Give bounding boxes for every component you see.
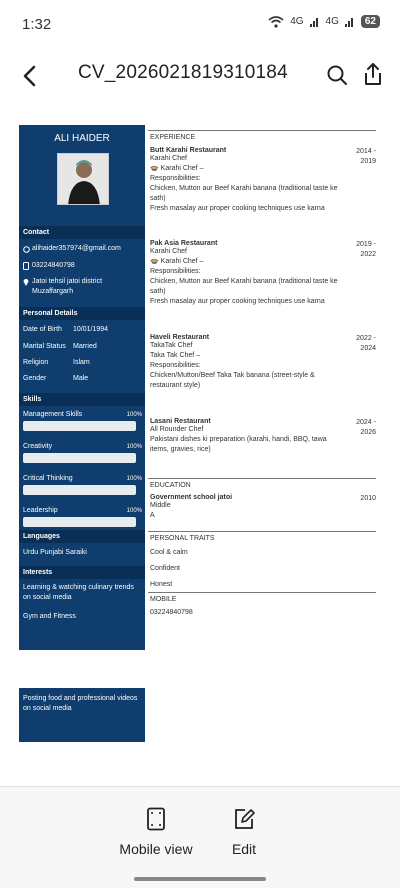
skills-heading: Skills bbox=[19, 393, 145, 406]
trait-item: Confident bbox=[150, 565, 180, 572]
profile-photo bbox=[57, 153, 109, 205]
status-time: 1:32 bbox=[22, 16, 52, 33]
marital-label: Marital Status bbox=[23, 343, 66, 350]
mobile-view-label: Mobile view bbox=[119, 841, 193, 857]
job-detail: Chicken, Mutton aur Beef Karahi banana (traditional taste ke sath) bbox=[150, 278, 338, 295]
job-line: Taka Tak Chef – bbox=[150, 352, 201, 359]
marital-value: Married bbox=[73, 343, 97, 350]
job-responsibilities: Responsibilities: bbox=[150, 175, 201, 182]
job-dates: 2022 - 2024 bbox=[356, 335, 376, 352]
interest-item: Posting food and professional videos on social media bbox=[23, 695, 138, 712]
education-entry bbox=[150, 494, 376, 521]
religion-label: Religion bbox=[23, 359, 49, 366]
job-role: Karahi Chef bbox=[150, 155, 187, 162]
contact-phone: 03224840798 bbox=[32, 262, 75, 269]
wifi-icon bbox=[268, 16, 284, 28]
job-entry bbox=[150, 240, 376, 307]
mobile-view-button[interactable] bbox=[116, 807, 196, 857]
status-bar bbox=[0, 0, 400, 50]
edit-button[interactable] bbox=[224, 807, 264, 857]
skill-percent: 100% bbox=[126, 476, 142, 482]
contact-address: Jatoi tehsil jatoi district Muzaffargarh bbox=[32, 278, 103, 295]
skill-level-bar bbox=[23, 421, 136, 431]
job-company: Haveli Restaurant bbox=[150, 334, 210, 341]
job-line: Pakistani dishes ki preparation (karahi, handi, BBQ, tawa items, gravies, rice) bbox=[150, 436, 327, 453]
interest-item: Gym and Fitness bbox=[23, 613, 76, 620]
job-company: Butt Karahi Restaurant bbox=[150, 147, 227, 154]
interests-heading: Interests bbox=[19, 566, 145, 579]
bottom-toolbar bbox=[0, 786, 400, 888]
divider bbox=[148, 592, 376, 593]
job-line: 🍲 Karahi Chef – bbox=[150, 165, 204, 172]
languages-value: Urdu Punjabi Saraiki bbox=[23, 549, 87, 556]
contact-heading: Contact bbox=[19, 226, 145, 239]
location-icon bbox=[23, 278, 29, 286]
cv-document[interactable] bbox=[0, 115, 400, 675]
job-responsibilities: Responsibilities: bbox=[150, 362, 201, 369]
dob-row bbox=[23, 326, 109, 333]
job-dates: 2019 - 2022 bbox=[356, 241, 376, 258]
job-company: Pak Asia Restaurant bbox=[150, 240, 218, 247]
job-role: Karahi Chef bbox=[150, 248, 187, 255]
edit-icon bbox=[233, 807, 255, 831]
mobile-view-icon bbox=[146, 807, 166, 831]
job-responsibilities: Responsibilities: bbox=[150, 268, 201, 275]
job-detail: Chicken/Mutton/Beef Taka Tak banana (street-style & restaurant style) bbox=[150, 372, 315, 389]
search-icon[interactable] bbox=[326, 64, 348, 86]
network-label-1: 4G bbox=[290, 16, 304, 27]
cv-page-2-sidebar bbox=[19, 688, 145, 742]
experience-heading: EXPERIENCE bbox=[150, 134, 196, 141]
school-grade: A bbox=[150, 512, 155, 519]
network-label-2: 4G bbox=[325, 16, 339, 27]
status-icons bbox=[268, 15, 380, 28]
skill-level-bar bbox=[23, 517, 136, 527]
skill-label: Leadership bbox=[23, 507, 58, 514]
job-dates: 2024 - 2026 bbox=[356, 419, 376, 436]
skill-label: Critical Thinking bbox=[23, 475, 73, 482]
battery-icon: 62 bbox=[361, 15, 380, 28]
job-role: TakaTak Chef bbox=[150, 342, 193, 349]
job-detail: Chicken, Mutton aur Beef Karahi banana (traditional taste ke sath) bbox=[150, 185, 338, 202]
trait-item: Cool & calm bbox=[150, 549, 188, 556]
document-title: CV_20260218193101​84 bbox=[78, 62, 288, 83]
share-icon[interactable] bbox=[362, 62, 384, 86]
job-role: All Rounder Chef bbox=[150, 426, 204, 433]
job-dates: 2014 - 2019 bbox=[356, 148, 376, 165]
dob-label: Date of Birth bbox=[23, 326, 62, 333]
signal-icon bbox=[345, 16, 355, 27]
job-line: 🍲 Karahi Chef – bbox=[150, 258, 204, 265]
app-bar bbox=[0, 58, 400, 94]
school-year: 2010 bbox=[360, 495, 376, 502]
religion-row bbox=[23, 359, 90, 366]
divider bbox=[148, 130, 376, 131]
traits-heading: PERSONAL TRAITS bbox=[150, 535, 215, 542]
home-indicator bbox=[134, 877, 266, 881]
job-company: Lasani Restaurant bbox=[150, 418, 211, 425]
skill-percent: 100% bbox=[126, 508, 142, 514]
school-name: Government school jatoi bbox=[150, 494, 233, 501]
skill-percent: 100% bbox=[126, 412, 142, 418]
phone-icon bbox=[23, 262, 29, 270]
cv-sidebar bbox=[19, 125, 145, 650]
religion-value: Islam bbox=[73, 359, 90, 366]
skill-label: Management Skills bbox=[23, 411, 83, 418]
trait-item: Honest bbox=[150, 581, 173, 588]
job-entry bbox=[150, 418, 376, 455]
skill-label: Creativity bbox=[23, 443, 53, 450]
skill-percent: 100% bbox=[126, 444, 142, 450]
mobile-heading: MOBILE bbox=[150, 596, 177, 603]
mobile-value: 03224840798 bbox=[150, 609, 193, 616]
gender-value: Male bbox=[73, 375, 89, 382]
job-detail: Fresh masalay aur proper cooking techniques use karna bbox=[150, 298, 325, 305]
divider bbox=[148, 478, 376, 479]
interest-item: Learning & watching culinary trends on social media bbox=[23, 584, 134, 601]
divider bbox=[148, 531, 376, 532]
gender-label: Gender bbox=[23, 375, 47, 382]
contact-email: alihaider357974@gmail.com bbox=[32, 245, 121, 252]
personal-details-heading: Personal Details bbox=[19, 307, 145, 320]
back-arrow-icon[interactable] bbox=[16, 62, 44, 90]
gender-row bbox=[23, 375, 89, 382]
skill-level-bar bbox=[23, 453, 136, 463]
email-icon bbox=[23, 246, 30, 253]
job-entry bbox=[150, 147, 376, 214]
job-entry bbox=[150, 334, 376, 391]
edit-label: Edit bbox=[231, 841, 257, 857]
dob-value: 10/01/1994 bbox=[73, 326, 109, 333]
job-detail: Fresh masalay aur proper cooking techniques use karna bbox=[150, 205, 325, 212]
education-heading: EDUCATION bbox=[150, 482, 191, 489]
marital-row bbox=[23, 343, 97, 350]
languages-heading: Languages bbox=[19, 530, 145, 543]
cv-name: ALI HAIDER bbox=[54, 133, 110, 144]
signal-icon bbox=[310, 16, 320, 27]
school-level: Middle bbox=[150, 502, 171, 509]
skill-level-bar bbox=[23, 485, 136, 495]
